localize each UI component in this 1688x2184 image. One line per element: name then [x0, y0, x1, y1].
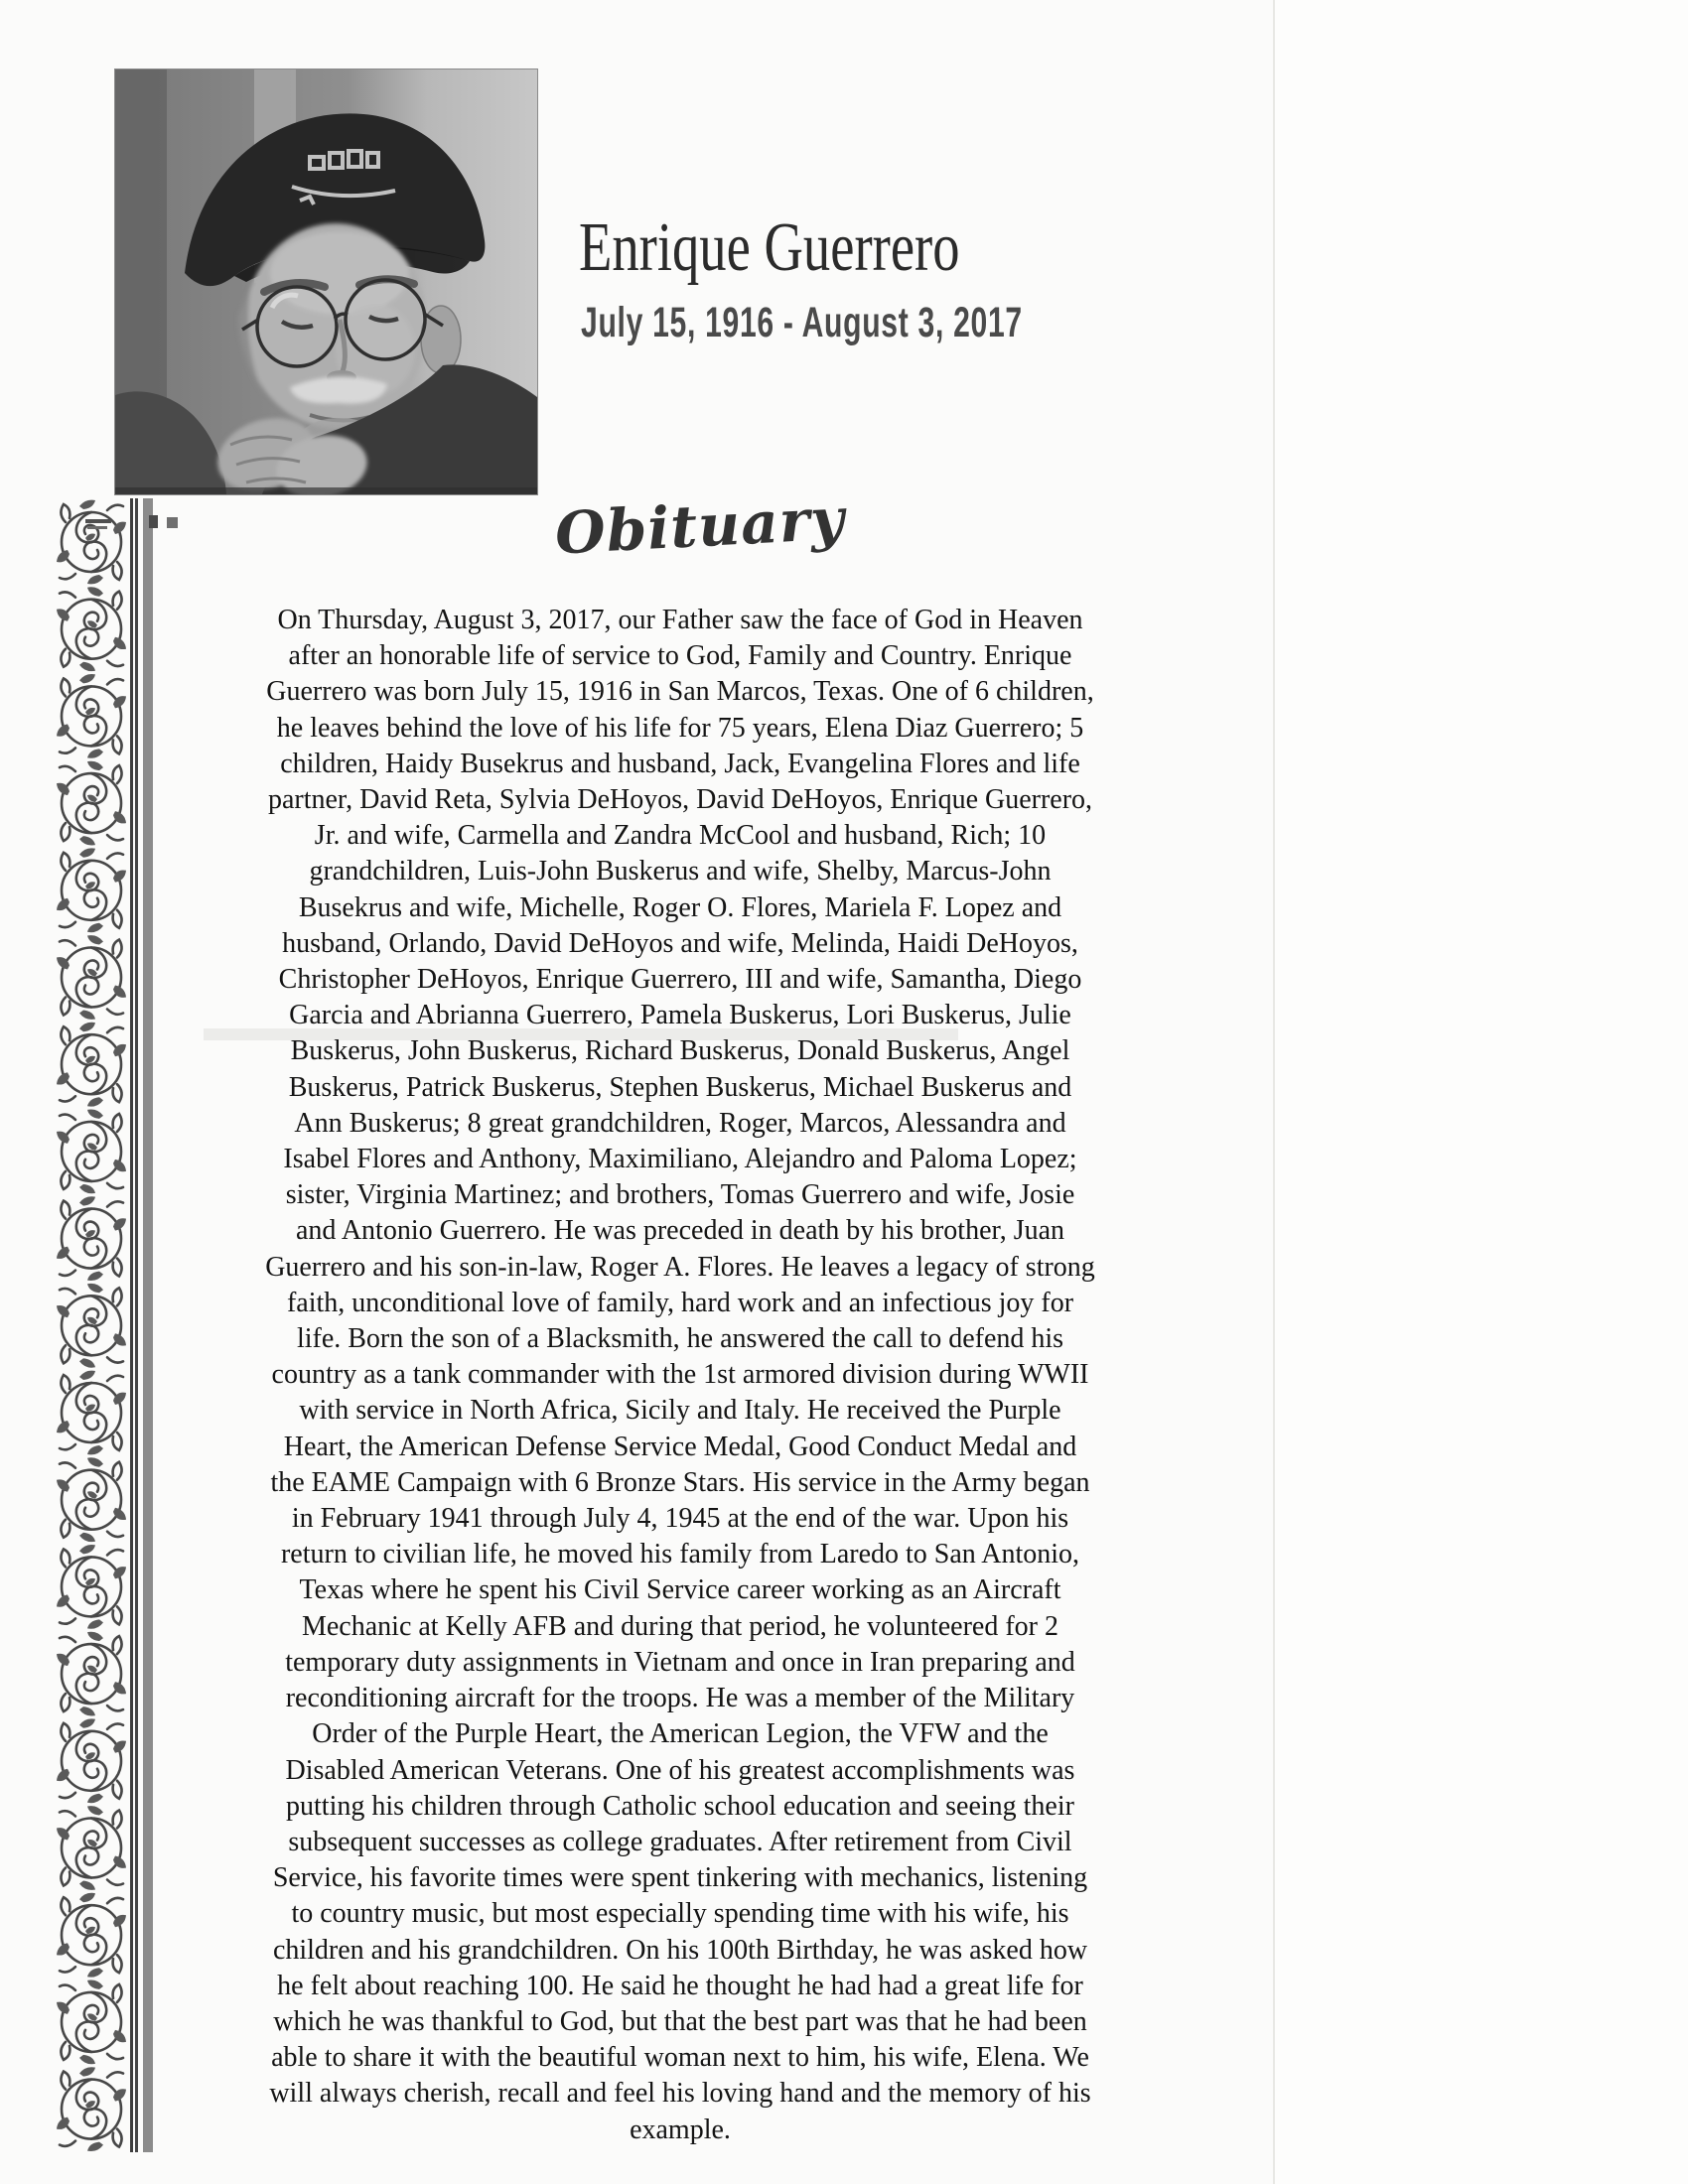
obituary-text-line: return to civilian life, he moved his family from Laredo to San Antonio,	[280, 1539, 1080, 1570]
obituary-text-line: Christopher DeHoyos, Enrique Guerrero, III and wife, Samantha, Diego	[278, 964, 1082, 996]
floral-motif	[57, 1457, 126, 1542]
deceased-name: Enrique Guerrero	[579, 209, 960, 286]
border-inner-rule-2	[135, 498, 138, 2152]
obituary-text-line: putting his children through Catholic school education and seeing their	[286, 1790, 1074, 1822]
floral-motif	[57, 1110, 126, 1194]
obituary-text-line: Buskerus, Patrick Buskerus, Stephen Buskerus, Michael Buskerus and	[288, 1071, 1072, 1103]
floral-motif	[57, 587, 126, 671]
scan-artifact	[85, 519, 111, 523]
obituary-text-line: Guerrero and his son-in-law, Roger A. Flores. He leaves a legacy of strong	[265, 1251, 1095, 1283]
obituary-text-line: he leaves behind the love of his life for 75 years, Elena Diaz Guerrero; 5	[276, 712, 1084, 744]
obituary-text-line: Garcia and Abrianna Guerrero, Pamela Buskerus, Lori Buskerus, Julie	[289, 1000, 1071, 1031]
floral-motif	[57, 1371, 126, 1455]
obituary-text-line: the EAME Campaign with 6 Bronze Stars. His service in the Army began	[270, 1466, 1090, 1498]
obituary-text-line: and Antonio Guerrero. He was preceded in death by his brother, Juan	[295, 1215, 1065, 1247]
floral-motif	[57, 1284, 126, 1368]
floral-motif	[57, 1980, 126, 2065]
scan-paper-edge-line	[1273, 0, 1275, 2184]
obituary-text-line: Mechanic at Kelly AFB and during that period, he volunteered for 2	[301, 1610, 1058, 1642]
scan-artifact	[87, 526, 107, 529]
obituary-text-line: he felt about reaching 100. He said he thought he had had a great life for	[277, 1970, 1083, 2001]
obituary-text-line: Isabel Flores and Anthony, Maximiliano, Alejandro and Paloma Lopez;	[283, 1144, 1077, 1175]
obituary-text-line: Jr. and wife, Carmella and Zandra McCool and husband, Rich; 10	[314, 820, 1047, 852]
border-outer-gray-rule	[143, 498, 153, 2152]
obituary-text-line: in February 1941 through July 4, 1945 at the end of the war. Upon his	[291, 1503, 1069, 1535]
border-inner-rule	[130, 498, 133, 2152]
floral-motif	[57, 2067, 126, 2151]
obituary-text-line: Ann Buskerus; 8 great grandchildren, Roger, Marcos, Alessandra and	[294, 1107, 1066, 1139]
floral-motif	[57, 1545, 126, 1629]
obituary-text-line: Disabled American Veterans. One of his greatest accomplishments was	[285, 1754, 1075, 1786]
obituary-text-line: temporary duty assignments in Vietnam and once in Iran preparing and	[285, 1646, 1075, 1678]
obituary-text-line: Guerrero was born July 15, 1916 in San Marcos, Texas. One of 6 children,	[266, 676, 1094, 708]
obituary-text-line: to country music, but most especially spending time with his wife, his	[291, 1898, 1069, 1930]
floral-motif	[57, 500, 126, 585]
floral-motif	[57, 935, 126, 1020]
obituary-section-heading: Obituary	[553, 484, 847, 568]
obituary-text-line: will always cherish, recall and feel his loving hand and the memory of his	[269, 2078, 1091, 2110]
obituary-text-line: Order of the Purple Heart, the American Legion, the VFW and the	[312, 1718, 1049, 1750]
obituary-text-line: example.	[630, 2114, 731, 2145]
floral-motif	[57, 1196, 126, 1281]
floral-motif	[57, 1632, 126, 1716]
obituary-text-line: On Thursday, August 3, 2017, our Father saw the face of God in Heaven	[277, 605, 1083, 635]
floral-motif	[57, 1718, 126, 1803]
floral-motif	[57, 1023, 126, 1107]
obituary-text-line: Heart, the American Defense Service Medal, Good Conduct Medal and	[283, 1431, 1077, 1462]
scan-paper-edge-region	[1275, 0, 1688, 2184]
floral-motif	[57, 848, 126, 932]
floral-motif	[57, 1806, 126, 1890]
obituary-text-line: husband, Orlando, David DeHoyos and wife, Melinda, Haidi DeHoyos,	[282, 927, 1078, 959]
obituary-text-line: Texas where he spent his Civil Service career working as an Aircraft	[299, 1574, 1061, 1606]
obituary-text-line: partner, David Reta, Sylvia DeHoyos, David DeHoyos, Enrique Guerrero,	[267, 784, 1093, 816]
obituary-body-text	[228, 603, 1132, 2148]
scan-artifact	[149, 515, 158, 528]
obituary-text-line: after an honorable life of service to God, Family and Country. Enrique	[288, 640, 1072, 672]
obituary-text-line: Busekrus and wife, Michelle, Roger O. Flores, Mariela F. Lopez and	[298, 891, 1062, 923]
obituary-text-line: life. Born the son of a Blacksmith, he answered the call to defend his	[296, 1323, 1064, 1355]
portrait-photo-illustration	[115, 69, 537, 494]
floral-motif	[57, 761, 126, 846]
obituary-text-line: children and his grandchildren. On his 100th Birthday, he was asked how	[272, 1934, 1088, 1966]
floral-scroll-ornament	[56, 498, 127, 2152]
decorative-floral-border	[56, 498, 127, 2152]
obituary-text-line: country as a tank commander with the 1st armored division during WWII	[271, 1359, 1089, 1391]
obituary-text-line: which he was thankful to God, but that the best part was that he had been	[273, 2005, 1087, 2037]
obituary-text-line: subsequent successes as college graduates. After retirement from Civil	[288, 1826, 1072, 1857]
obituary-text-line: with service in North Africa, Sicily and Italy. He received the Purple	[299, 1395, 1061, 1427]
obituary-text-line: reconditioning aircraft for the troops. He was a member of the Military	[285, 1683, 1075, 1714]
obituary-text-line: sister, Virginia Martinez; and brothers, Tomas Guerrero and wife, Josie	[285, 1179, 1075, 1211]
scan-artifact	[167, 517, 178, 528]
portrait-photo	[115, 69, 537, 494]
obituary-text-line: grandchildren, Luis-John Buskerus and wife, Shelby, Marcus-John	[309, 856, 1052, 887]
obituary-text-line: children, Haidy Busekrus and husband, Jack, Evangelina Flores and life	[280, 748, 1080, 779]
life-dates: July 15, 1916 - August 3, 2017	[581, 299, 1023, 346]
obituary-text-line: Service, his favorite times were spent tinkering with mechanics, listening	[272, 1862, 1088, 1894]
obituary-text-line: faith, unconditional love of family, hard work and an infectious joy for	[286, 1287, 1074, 1318]
floral-motif	[57, 674, 126, 758]
floral-motif	[57, 1893, 126, 1978]
obituary-text-line: able to share it with the beautiful woman next to him, his wife, Elena. We	[271, 2042, 1089, 2074]
obituary-text-line: Buskerus, John Buskerus, Richard Buskerus, Donald Buskerus, Angel	[290, 1035, 1070, 1067]
